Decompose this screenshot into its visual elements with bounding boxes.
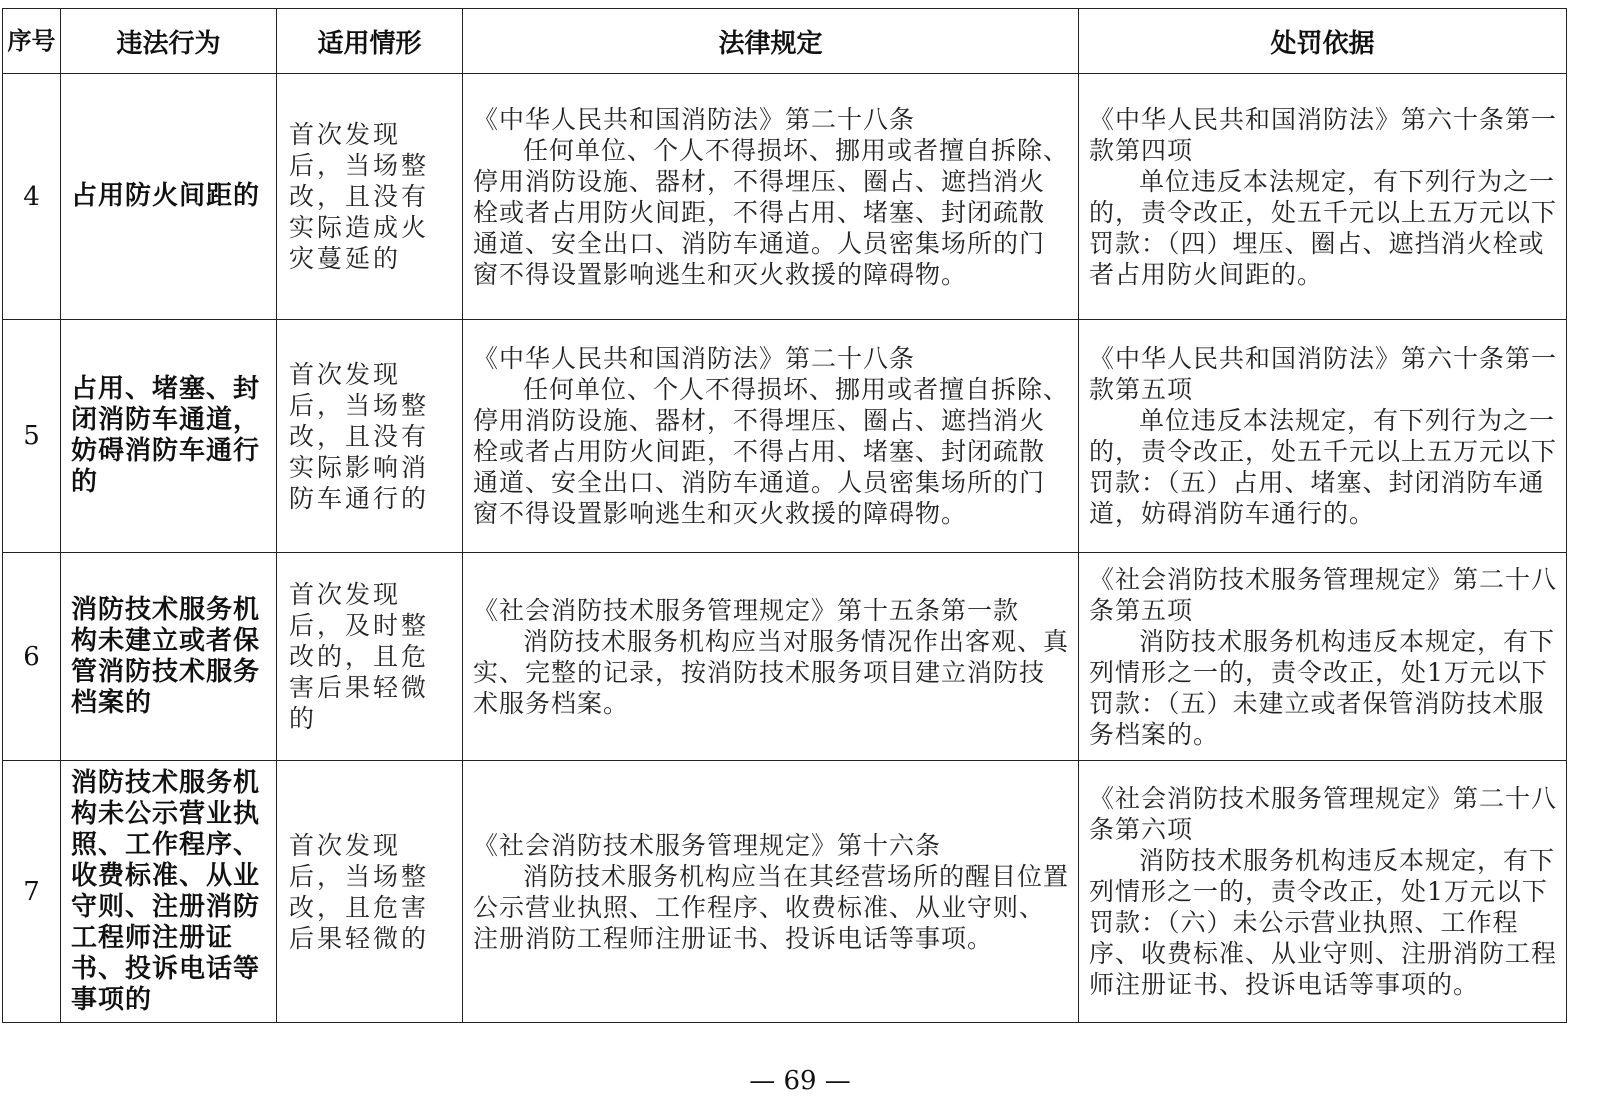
- law-title: 《中华人民共和国消防法》第二十八条: [473, 104, 916, 134]
- row-basis: [1079, 553, 1567, 761]
- row-basis: [1079, 74, 1567, 320]
- header-basis: 处罚依据: [1079, 9, 1567, 74]
- basis-text: 单位违反本法规定，有下列行为之一的，责令改正，处五千元以上五万元以下罚款：（四）埋压、圈占、遮挡消火栓或者占用防火间距的。: [1089, 166, 1558, 289]
- law-text: 消防技术服务机构应当在其经营场所的醒目位置公示营业执照、工作程序、收费标准、从业守则、注册消防工程师注册证书、投诉电话等事项。: [473, 861, 1070, 953]
- law-text: 消防技术服务机构应当对服务情况作出客观、真实、完整的记录，按消防技术服务项目建立消防技术服务档案。: [473, 626, 1070, 718]
- page-number: — 69 —: [749, 1066, 851, 1096]
- basis-title: 《中华人民共和国消防法》第六十条第一款第四项: [1089, 104, 1558, 165]
- law-text: 任何单位、个人不得损坏、挪用或者擅自拆除、停用消防设施、器材，不得埋压、圈占、遮挡消火栓或者占用防火间距，不得占用、堵塞、封闭疏散通道、安全出口、消防车通道。人员密集场所的门窗不得设置影响逃生和灭火救援的障碍物。: [473, 135, 1070, 289]
- row-cond: 首次发现后，当场整改，且危害后果轻微的: [277, 761, 463, 1023]
- header-cond: 适用情形: [277, 9, 463, 74]
- basis-title: 《社会消防技术服务管理规定》第二十八条第五项: [1089, 564, 1558, 625]
- row-act: 消防技术服务机构未公示营业执照、工作程序、收费标准、从业守则、注册消防工程师注册证书、投诉电话等事项的: [61, 761, 277, 1023]
- table-row: [3, 320, 1567, 553]
- row-cond: 首次发现后，当场整改，且没有实际影响消防车通行的: [277, 320, 463, 553]
- law-text: 任何单位、个人不得损坏、挪用或者擅自拆除、停用消防设施、器材，不得埋压、圈占、遮挡消火栓或者占用防火间距，不得占用、堵塞、封闭疏散通道、安全出口、消防车通道。人员密集场所的门窗不得设置影响逃生和灭火救援的障碍物。: [473, 375, 1070, 528]
- penalty-table: [2, 8, 1567, 1023]
- law-title: 《社会消防技术服务管理规定》第十五条第一款: [473, 595, 1020, 625]
- law-title: 《中华人民共和国消防法》第二十八条: [473, 344, 916, 373]
- row-num: 4: [3, 74, 61, 320]
- table-row: [3, 74, 1567, 320]
- row-cond: 首次发现后，及时整改的，且危害后果轻微的: [277, 553, 463, 761]
- basis-text: 单位违反本法规定，有下列行为之一的，责令改正，处五千元以上五万元以下罚款：（五）占用、堵塞、封闭消防车通道，妨碍消防车通行的。: [1089, 406, 1558, 528]
- row-basis: [1079, 320, 1567, 553]
- row-law: [463, 761, 1079, 1023]
- header-act: 违法行为: [61, 9, 277, 74]
- header-num: 序号: [3, 9, 61, 74]
- row-cond: 首次发现后，当场整改，且没有实际造成火灾蔓延的: [277, 74, 463, 320]
- basis-text: 消防技术服务机构违反本规定，有下列情形之一的，责令改正，处1万元以下罚款：（五）未建立或者保管消防技术服务档案的。: [1089, 626, 1556, 749]
- basis-title: 《社会消防技术服务管理规定》第二十八条第六项: [1089, 784, 1558, 844]
- row-num: 7: [3, 761, 61, 1023]
- row-basis: [1079, 761, 1567, 1023]
- row-law: [463, 74, 1079, 320]
- row-num: 6: [3, 553, 61, 761]
- row-num: 5: [3, 320, 61, 553]
- row-law: [463, 553, 1079, 761]
- header-row: [3, 9, 1567, 74]
- law-title: 《社会消防技术服务管理规定》第十六条: [473, 830, 942, 860]
- row-law: [463, 320, 1079, 553]
- table-row: [3, 553, 1567, 761]
- header-law: 法律规定: [463, 9, 1079, 74]
- row-act: 占用、堵塞、封闭消防车通道，妨碍消防车通行的: [61, 320, 277, 553]
- row-act: 消防技术服务机构未建立或者保管消防技术服务档案的: [61, 553, 277, 761]
- basis-title: 《中华人民共和国消防法》第六十条第一款第五项: [1089, 344, 1558, 404]
- row-act: 占用防火间距的: [61, 74, 277, 320]
- table-row: [3, 761, 1567, 1023]
- basis-text: 消防技术服务机构违反本规定，有下列情形之一的，责令改正，处1万元以下罚款：（六）未公示营业执照、工作程序、收费标准、从业守则、注册消防工程师注册证书、投诉电话等事项的。: [1089, 846, 1558, 999]
